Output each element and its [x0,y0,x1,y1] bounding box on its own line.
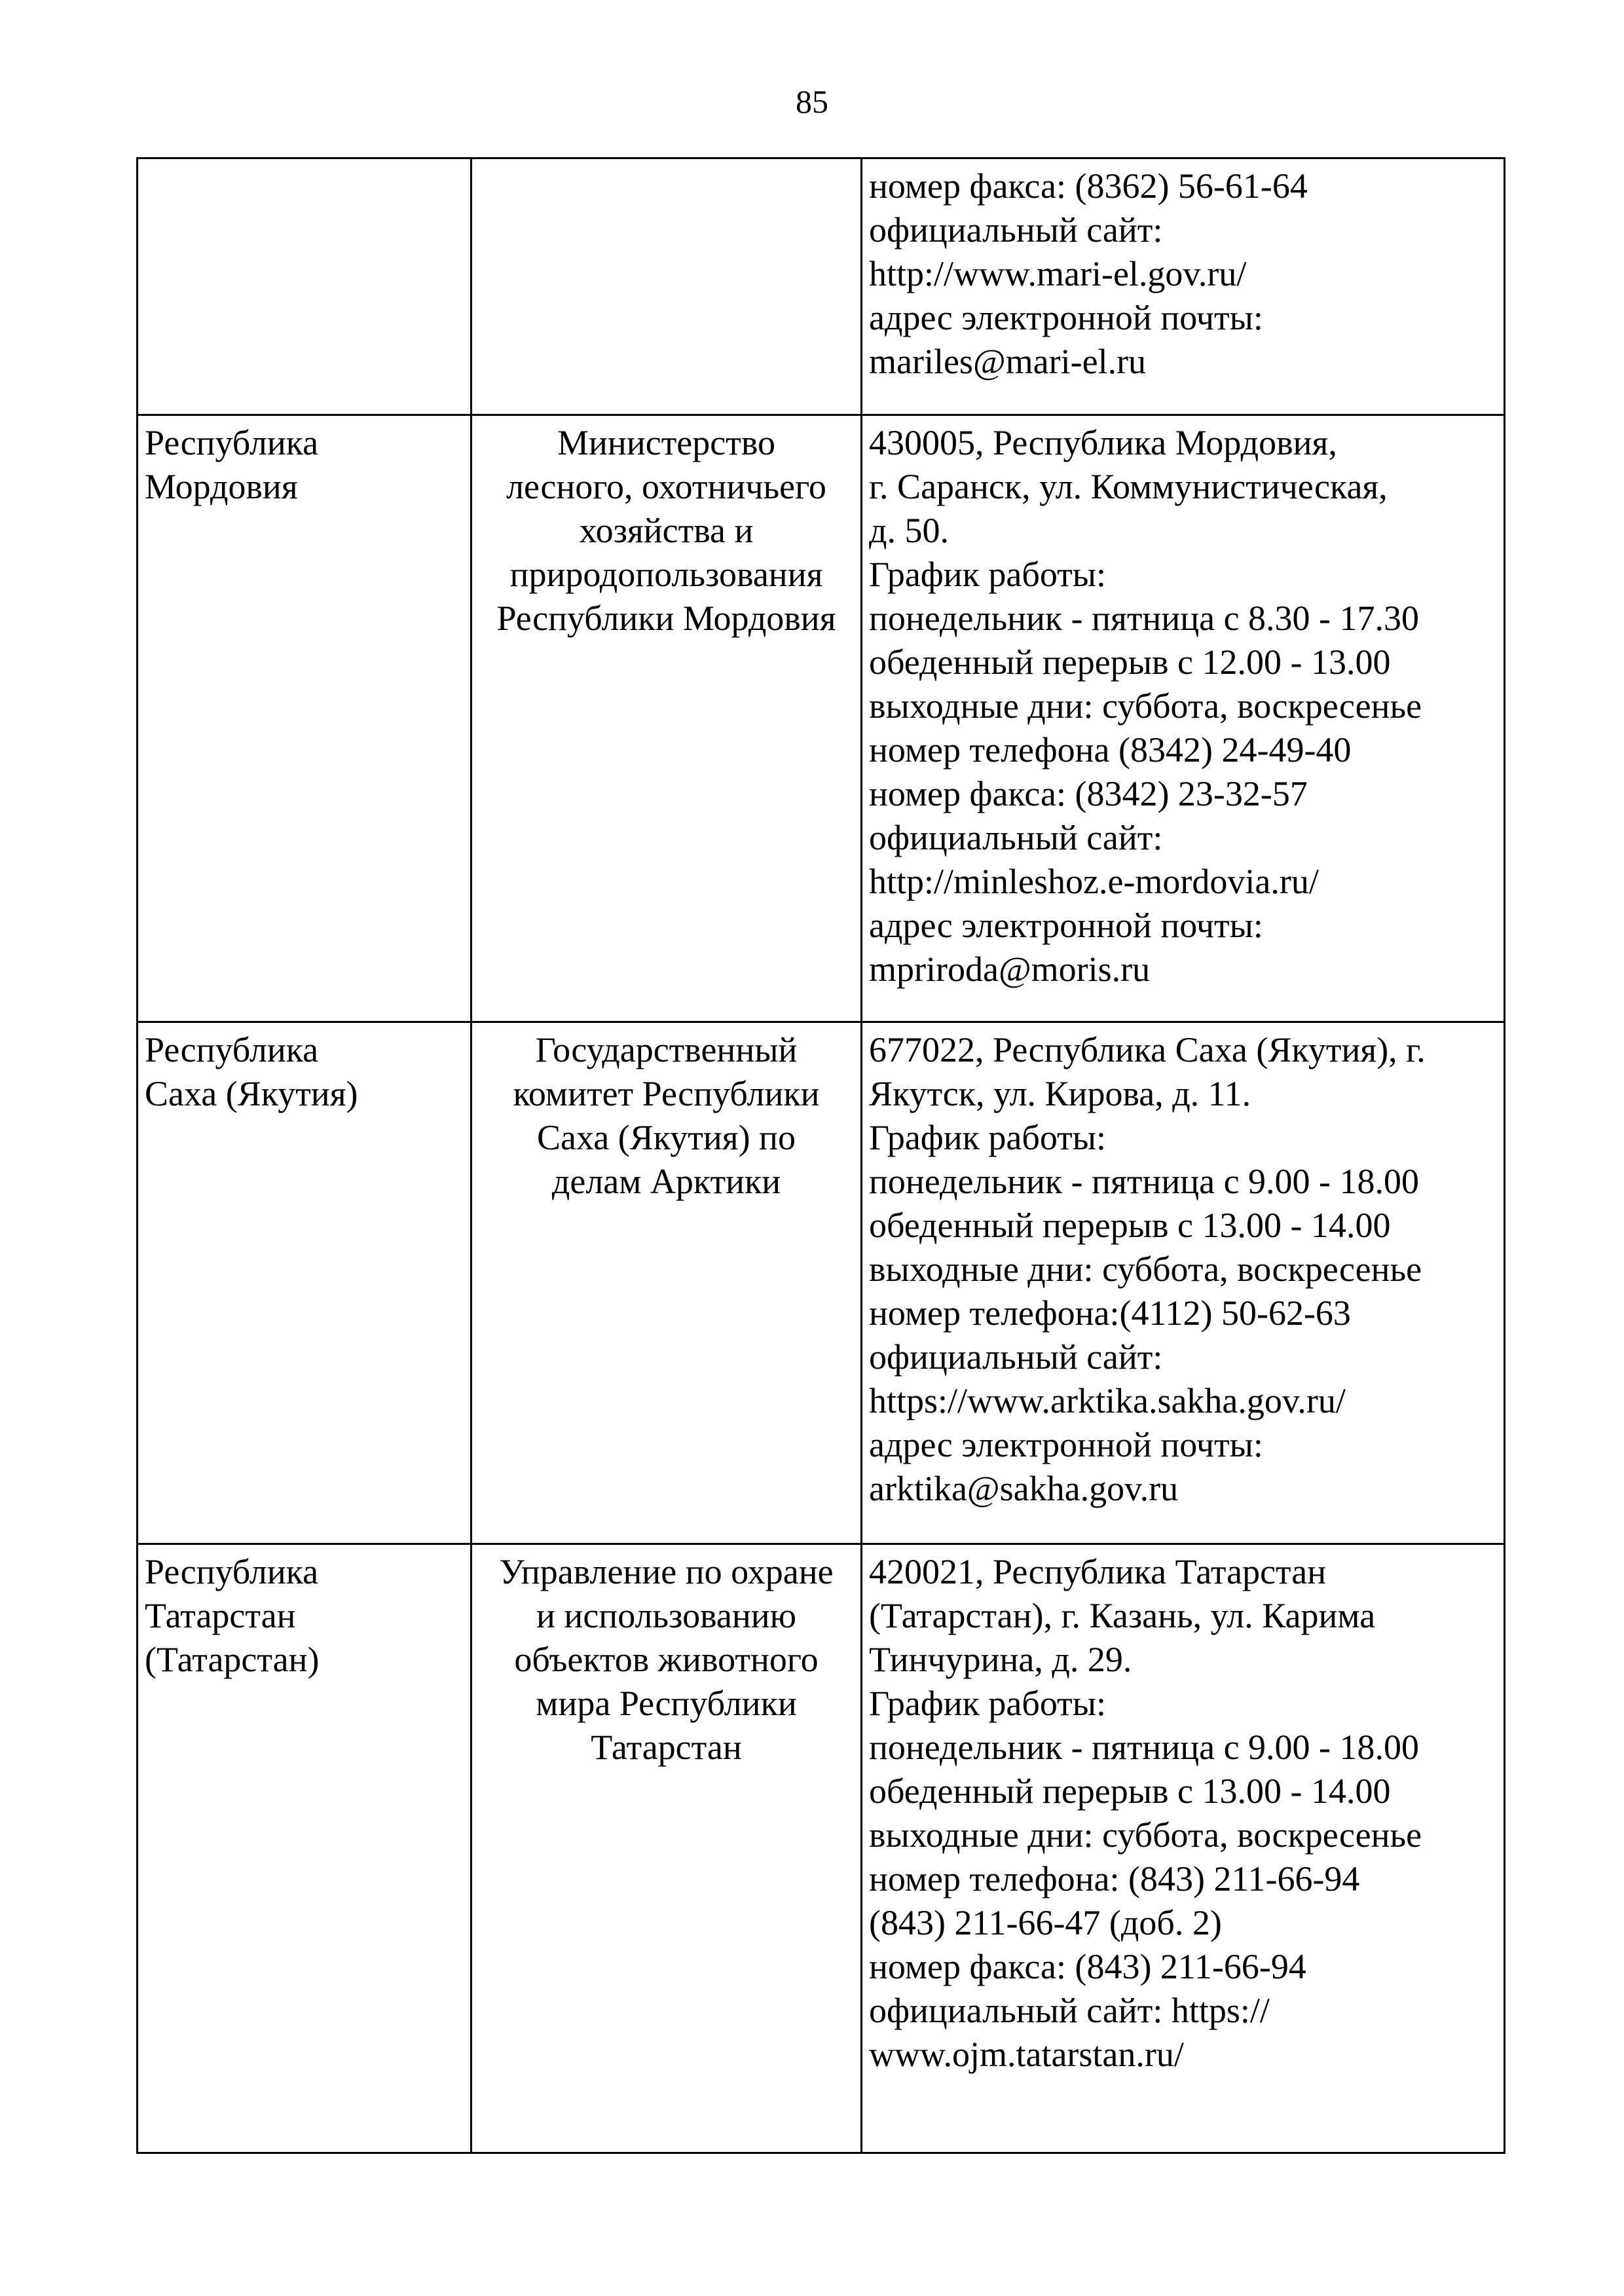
region-cell [138,1022,471,1544]
table-row [138,415,1505,1022]
cell-line: официальный сайт: https:// [869,1991,1270,2030]
cell-line: Министерство [557,423,775,462]
cell-line: номер телефона: (843) 211-66-94 [869,1859,1360,1898]
cell-line: г. Саранск, ул. Коммунистическая, [869,467,1388,506]
table-row [138,158,1505,415]
cell-line: понедельник - пятница с 9.00 - 18.00 [869,1728,1420,1767]
cell-line: (Татарстан) [145,1640,320,1679]
cell-line: д. 50. [869,511,949,550]
table-row [138,1022,1505,1544]
cell-line: понедельник - пятница с 9.00 - 18.00 [869,1162,1420,1201]
authority-cell [471,1544,862,2153]
cell-line: График работы: [869,555,1107,594]
cell-line: Управление по охране [499,1552,834,1591]
cell-line: (Татарстан), г. Казань, ул. Карима [869,1596,1376,1635]
cell-line: Якутск, ул. Кирова, д. 11. [869,1074,1251,1113]
cell-line: обеденный перерыв с 13.00 - 14.00 [869,1771,1391,1811]
cell-line: 677022, Республика Саха (Якутия), г. [869,1030,1426,1069]
cell-line: 420021, Республика Татарстан [869,1552,1327,1591]
region-cell [138,158,471,415]
cell-line: адрес электронной почты: [869,1425,1263,1464]
cell-line: номер телефона:(4112) 50-62-63 [869,1293,1351,1333]
cell-line: номер факса: (843) 211-66-94 [869,1947,1306,1986]
cell-line: Татарстан [591,1728,742,1767]
cell-line: Республика [145,1552,319,1591]
region-cell [138,1544,471,2153]
cell-line: Государственный [535,1030,798,1069]
cell-line: адрес электронной почты: [869,298,1263,337]
cell-line: mpriroda@moris.ru [869,950,1151,989]
cell-line: мира Республики [536,1684,797,1723]
cell-line: и использованию [536,1596,796,1635]
cell-line: обеденный перерыв с 12.00 - 13.00 [869,642,1391,682]
cell-line: номер факса: (8342) 23-32-57 [869,774,1308,813]
cell-line: График работы: [869,1118,1107,1157]
cell-line: Мордовия [145,467,298,506]
cell-line: 430005, Республика Мордовия, [869,423,1337,462]
cell-line: mariles@mari-el.ru [869,342,1147,381]
cell-line: лесного, охотничьего [506,467,826,506]
cell-line: номер факса: (8362) 56-61-64 [869,166,1308,206]
cell-line: выходные дни: суббота, воскресенье [869,1815,1422,1855]
cell-line: Республики Мордовия [496,599,836,638]
authority-cell [471,415,862,1022]
cell-line: официальный сайт: [869,210,1163,250]
cell-line: выходные дни: суббота, воскресенье [869,1250,1422,1289]
authority-cell [471,158,862,415]
cell-line: делам Арктики [551,1162,781,1201]
cell-line: выходные дни: суббота, воскресенье [869,686,1422,726]
cell-line: обеденный перерыв с 13.00 - 14.00 [869,1206,1391,1245]
contacts-cell [862,415,1505,1022]
authorities-table [136,157,1505,2154]
cell-line: arktika@sakha.gov.ru [869,1469,1179,1508]
cell-line: http://minleshoz.e-mordovia.ru/ [869,862,1319,901]
cell-line: адрес электронной почты: [869,906,1263,945]
cell-line: понедельник - пятница с 8.30 - 17.30 [869,599,1420,638]
cell-line: (843) 211-66-47 (доб. 2) [869,1903,1222,1942]
contacts-cell [862,158,1505,415]
cell-line: природопользования [509,555,823,594]
cell-line: Республика [145,1030,319,1069]
contacts-cell [862,1544,1505,2153]
authority-cell [471,1022,862,1544]
cell-line: Татарстан [145,1596,296,1635]
cell-line: Саха (Якутия) по [537,1118,796,1157]
cell-line: Саха (Якутия) [145,1074,358,1113]
cell-line: http://www.mari-el.gov.ru/ [869,254,1247,293]
page-number: 85 [796,83,828,120]
cell-line: Тинчурина, д. 29. [869,1640,1132,1679]
table-row [138,1544,1505,2153]
cell-line: Республика [145,423,319,462]
cell-line: хозяйства и [579,511,754,550]
cell-line: объектов животного [514,1640,819,1679]
cell-line: График работы: [869,1684,1107,1723]
cell-line: номер телефона (8342) 24-49-40 [869,730,1352,769]
cell-line: www.ojm.tatarstan.ru/ [869,2035,1184,2074]
cell-line: официальный сайт: [869,818,1163,857]
contacts-cell [862,1022,1505,1544]
table-body [138,158,1505,2153]
cell-line: https://www.arktika.sakha.gov.ru/ [869,1381,1346,1420]
cell-line: официальный сайт: [869,1337,1163,1377]
region-cell [138,415,471,1022]
cell-line: комитет Республики [513,1074,820,1113]
